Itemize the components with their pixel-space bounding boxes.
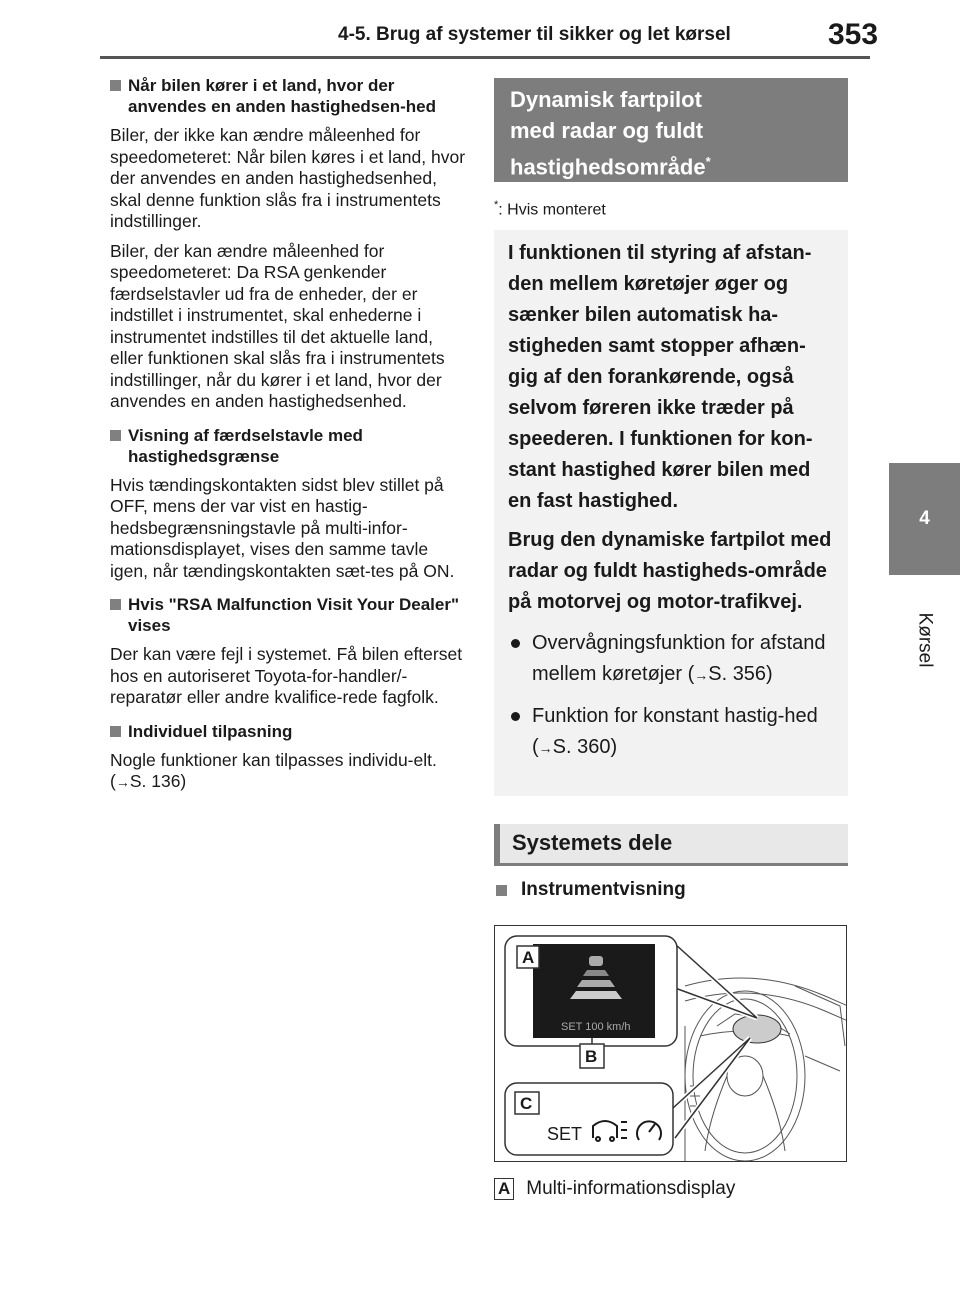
set-speed-readout: SET 100 km/h [561,1021,631,1033]
section-title-box [494,78,848,182]
bullet-text: Overvågningsfunktion for afstand mellem køretøjer ( [532,632,826,685]
label-a: A [522,948,535,967]
title-line [510,146,848,182]
bullet-icon [511,639,520,648]
square-bullet-icon [110,726,121,737]
left-column [110,75,468,794]
label-b: B [585,1047,598,1066]
info-box [494,230,848,796]
info-paragraph: Brug den dynamiske fartpilot med radar og fuldt hastigheds-område på motorvej og motor-trafikvej. [508,529,832,613]
heading-text: Hvis "RSA Malfunction Visit Your Dealer" vises [128,595,460,635]
label-c: C [520,1094,533,1113]
heading-text: Individuel tilpasning [128,721,293,741]
page-number: 353 [828,18,879,51]
arrow-icon: → [115,774,130,790]
figure-caption [494,1178,735,1200]
footnote-text: : Hvis monteret [498,201,606,219]
square-bullet-icon [496,885,507,896]
text: Nogle funktioner kan tilpasses individu-elt. ( [110,749,437,791]
bullet-icon [511,712,520,721]
header-rule [100,56,870,59]
page-link[interactable]: S. 360) [552,736,618,758]
heading-text: Visning af færdselstavle med hastighedsgrænse [128,425,363,466]
square-bullet-icon [110,599,121,610]
square-bullet-icon [110,430,121,441]
title-line: Dynamisk fartpilot [510,87,702,112]
chapter-tab-text: Kørsel [914,612,936,668]
section-heading [110,425,468,467]
title-line: med radar og fuldt [510,118,704,143]
bullet-item [508,628,834,691]
caption-label: A [494,1178,514,1200]
steering-wheel-sketch [685,978,847,1162]
footnote [494,199,606,219]
footnote-mark: * [494,199,499,211]
paragraph: Hvis tændingskontakten sidst blev stillet på OFF, mens der var vist en hastig-hedsbegrænsningstavle på multi-infor-mationsdisplayet, vises den samme tavle igen, når tændingskontakten sæt-tes på ON. [110,474,455,581]
set-indicator: SET [547,1124,583,1144]
info-paragraph: I funktionen til styring af afstan-den mellem køretøjer øger og sænker bilen automatisk ha-stigheden samt stopper afhæn-gig af den forankørende, også selvom føreren ikke træder på speederen. I funktionen for kon-stant hastighed kører bilen med en fast hastighed. [508,242,813,512]
chapter-title: 4-5. Brug af systemer til sikker og let kørsel [338,24,731,45]
section-heading-systemets-dele: Systemets dele [494,824,848,866]
heading-text: Når bilen kører i et land, hvor der anvendes en anden hastighedsen-hed [128,76,436,116]
paragraph: Biler, der ikke kan ændre måleenhed for speedometeret: Når bilen køres i et land, hvor der anvendes en anden hastighedsenhed, skal denne funktion slås fra i instrumentets indstillinger. [110,125,466,231]
bullet-text: Funktion for konstant hastig-hed ( [532,705,818,758]
section-heading [110,75,468,117]
arrow-icon: → [538,740,553,756]
heading-text: Instrumentvisning [521,879,686,900]
square-bullet-icon [110,80,121,91]
page-link[interactable]: S. 136) [129,771,187,791]
subsection-heading [494,879,686,901]
instrument-figure [494,925,847,1162]
paragraph: Der kan være fejl i systemet. Få bilen efterset hos en autoriseret Toyota-for-handler/-reparatør eller andre kvalifice-rede fagfolk. [110,644,463,707]
section-heading [110,721,468,742]
paragraph [110,750,468,794]
arrow-icon: → [694,667,709,683]
paragraph: Biler, der kan ændre måleenhed for speedometeret: Da RSA genkender færdselstavler ud fra de enheder, der er indstillet i instrumentet, skal enhederne i instrumentet indstilles til det aktuelle land, eller funktionen skal slås fra i instrumentets indstillinger, når du kører i et land, hvor der anvendes en anden hastighedsenhed. [110,240,445,411]
caption-text: Multi-informationsdisplay [526,1178,736,1199]
asterisk: * [705,154,711,169]
dashboard-illustration [495,926,847,1162]
section-heading [110,594,468,636]
title-text: hastighedsområde [510,154,706,180]
page-link[interactable]: S. 356) [708,663,773,685]
chapter-tab-number[interactable]: 4 [889,463,960,575]
bullet-item [508,701,834,764]
chapter-tab-label [889,575,960,705]
